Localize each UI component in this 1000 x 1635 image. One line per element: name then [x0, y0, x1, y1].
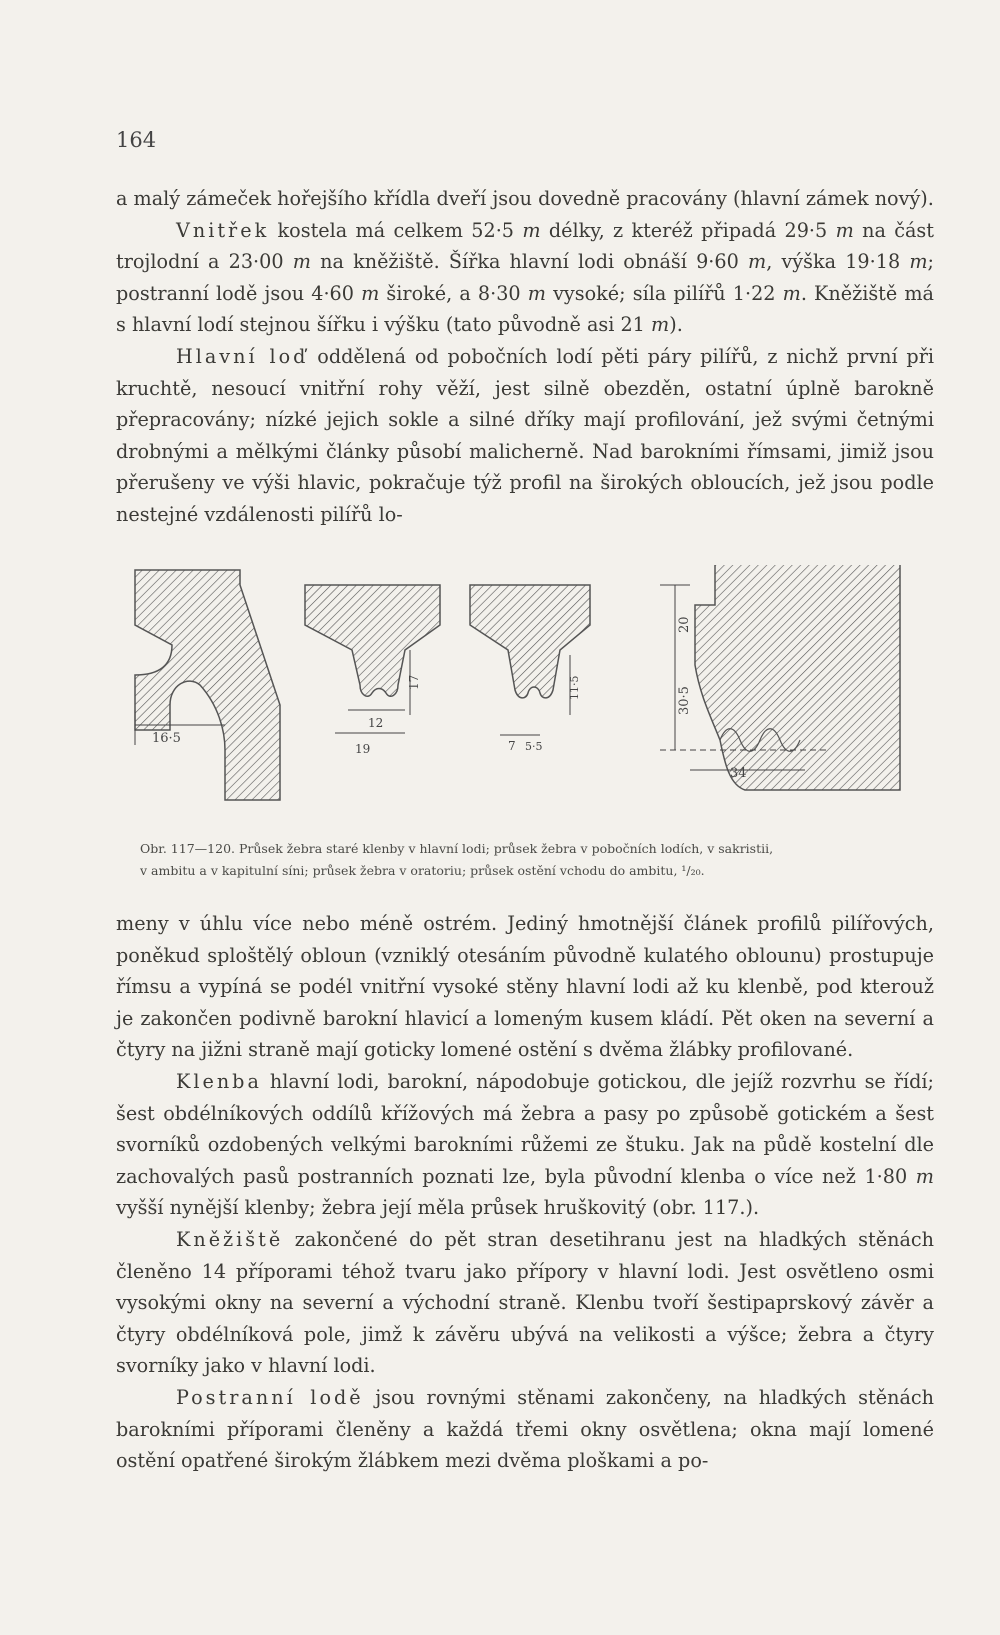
- dim-label: 5·5: [525, 740, 543, 753]
- dim-label: 16·5: [152, 731, 181, 746]
- paragraph: Kněžiště zakončené do pět stran desetihranu jest na hladkých stěnách členěno 14 příporami téhož tvaru jako přípory v hlavní lodi. Jest osvětleno osmi vysokými okny na severní a východní straně. Klenbu tvoří šestipaprskový závěr a čtyry obdélníková pole, jimž k závěru ubývá na velikosti a výšce; žebra a čtyry svorníky jako v hlavní lodi.: [116, 1227, 934, 1378]
- paragraph: Hlavní loď oddělená od pobočních lodí pěti páry pilířů, z nichž první při kruchtě, nesoucí vnitřní rohy věží, jest silně obezděn, ostatní úplně barokně přepracovány; nízké jejich sokle a silné dříky mají profilování, jež svými četnými drobnými a mělkými články působí malicherně. Nad barokními římsami, jimiž jsou přerušeny ve výši hlavic, pokračuje týž profil na širokých obloucích, jež jsou podle nestejné vzdálenosti pilířů lo-: [116, 344, 935, 526]
- profile-120: [660, 565, 900, 790]
- page-number: 164: [116, 128, 157, 152]
- dim-label: 30·5: [677, 686, 692, 715]
- figure-profiles: [130, 565, 920, 825]
- dim-label: 19: [355, 742, 371, 756]
- body-text-top: [116, 183, 934, 531]
- dim-label: 7: [508, 739, 516, 753]
- paragraph: a malý zámeček hořejšího křídla dveří jsou dovedně pracovány (hlavní zámek nový).: [116, 187, 934, 210]
- dim-label: 17: [407, 674, 421, 690]
- dim-label: 34: [730, 766, 747, 781]
- paragraph: Klenba hlavní lodi, barokní, nápodobuje gotickou, dle jejíž rozvrhu se řídí; šest obdélníkových oddílů křížových má žebra a pasy po způsobě gotickém a šest svorníků ozdobených velkými barokními růžemi ze štuku. Jak na půdě kostelní dle zachovalých pasů postranních poznati lze, byla původní klenba o více než 1·80 m vyšší nynější klenby; žebra její měla průsek hruškovitý (obr. 117.).: [116, 1069, 934, 1220]
- profile-drawings: [130, 565, 920, 825]
- paragraph: Vnitřek kostela má celkem 52·5 m délky, z kteréž připadá 29·5 m na část trojlodní a 23·00 m na kněžiště. Šířka hlavní lodi obnáší 9·60 m, výška 19·18 m; postranní lodě jsou 4·60 m široké, a 8·30 m vysoké; síla pilířů 1·22 m. Kněžiště má s hlavní lodí stejnou šířku i výšku (tato původně asi 21 m).: [116, 218, 935, 337]
- paragraph: meny v úhlu více nebo méně ostrém. Jediný hmotnější článek profilů pilířových, poněkud sploštělý obloun (vzniklý otesáním původně kulatého oblounu) prostupuje římsu a vypíná se podél vnitřní vysoké stěny hlavní lodi až ku klenbě, pod kterouž je zakončen podivně barokní hlavicí a lomeným kusem kládí. Pět oken na severní a čtyry na jižni straně mají goticky lomené ostění s dvěma žlábky profilované.: [116, 912, 934, 1062]
- dim-label: 12: [368, 716, 384, 730]
- dim-label: 11·5: [568, 675, 581, 700]
- paragraph: Postranní lodě jsou rovnými stěnami zakončeny, na hladkých stěnách barokními příporami členěny a každá třemi okny osvětlena; okna mají lomené ostění opatřené širokým žlábkem mezi dvěma ploškami a po-: [116, 1385, 934, 1473]
- caption-line: v ambitu a v kapitulní síni; průsek žebra v oratoriu; průsek ostění vchodu do ambitu, ¹/₂₀.: [140, 863, 705, 878]
- dim-label: 20: [677, 616, 692, 633]
- figure-caption: [140, 838, 920, 882]
- profile-117: [135, 570, 280, 800]
- profile-118: [305, 585, 440, 756]
- profile-119: [470, 585, 590, 753]
- caption-line: Obr. 117—120. Průsek žebra staré klenby v hlavní lodi; průsek žebra v pobočních lodích, v sakristii,: [140, 841, 774, 856]
- body-text-bottom: [116, 908, 934, 1477]
